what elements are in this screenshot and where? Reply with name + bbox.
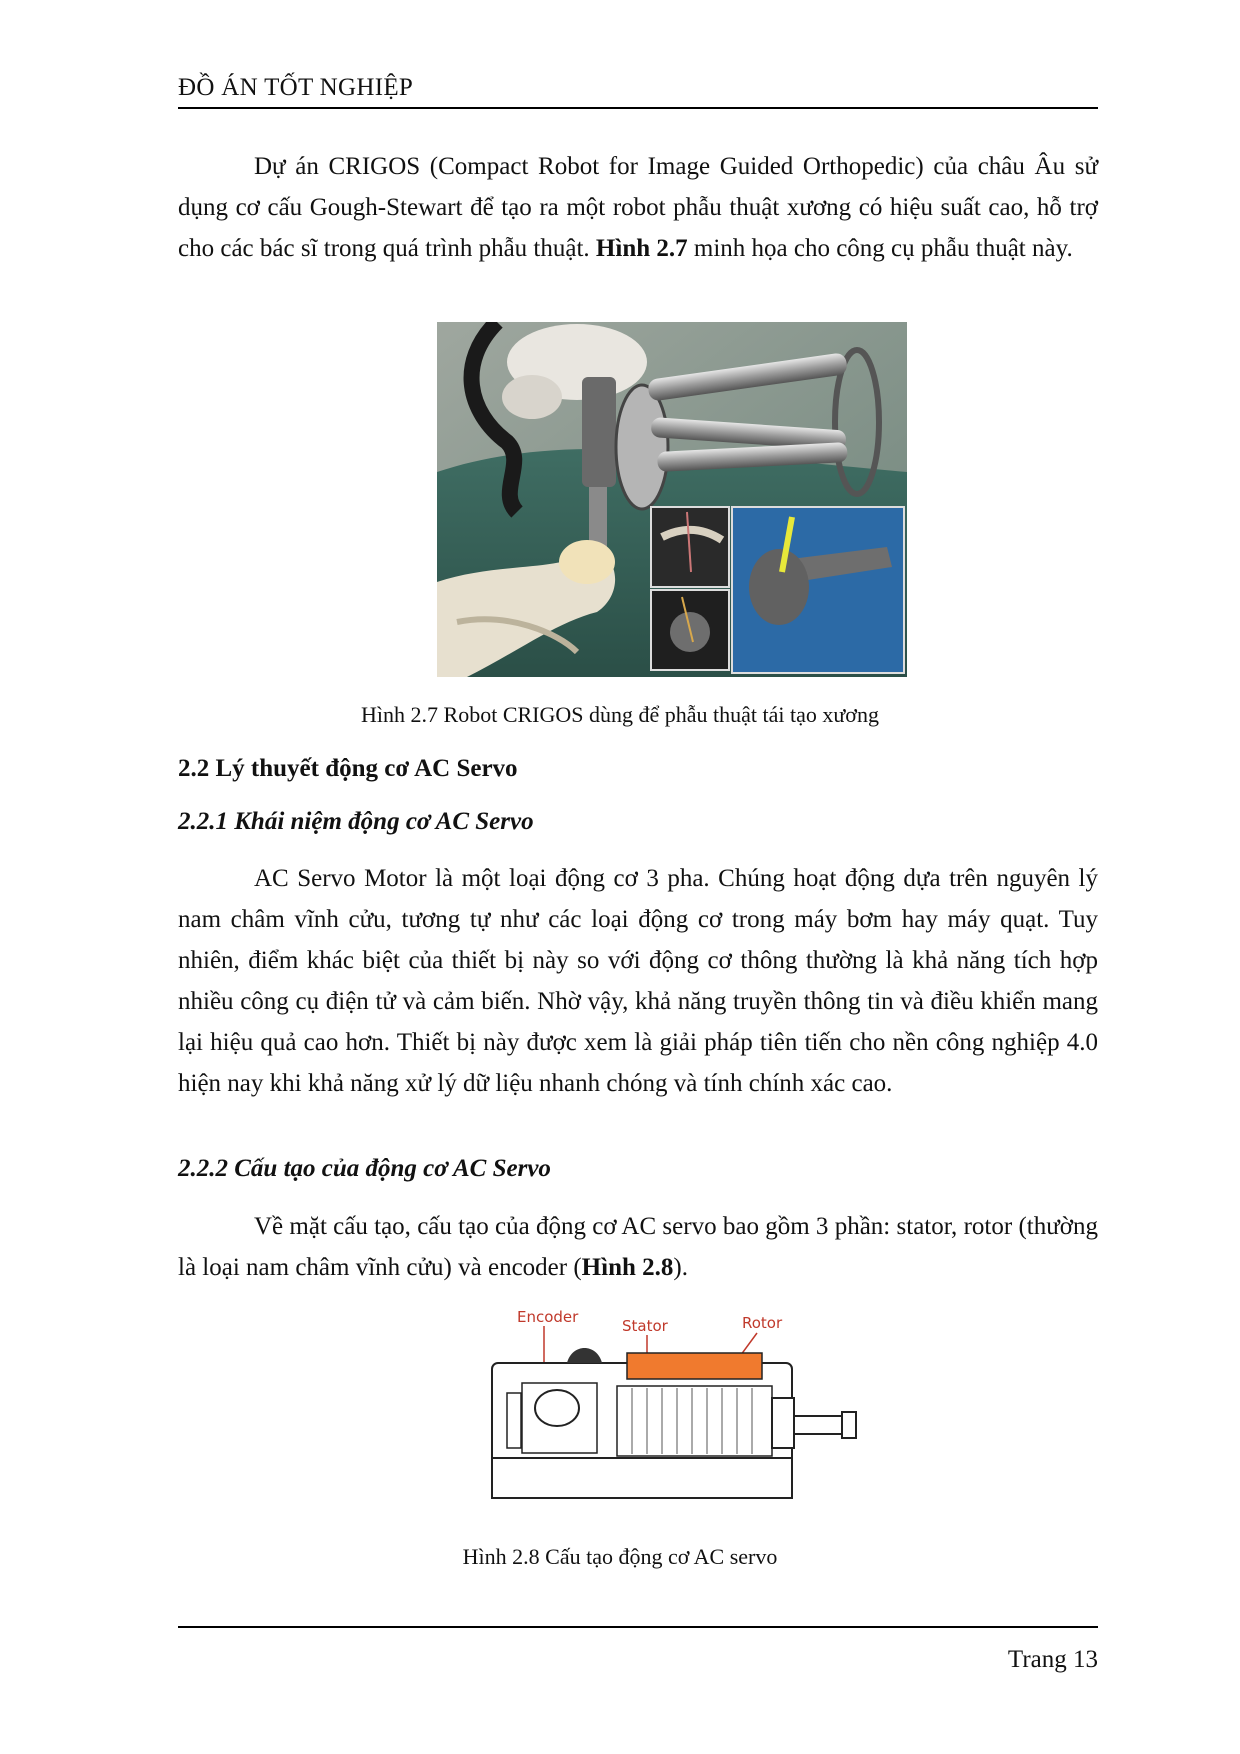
section-2-2-2-text-before: Về mặt cấu tạo, cấu tạo của động cơ AC servo bao gồm 3 phần: stator, rotor (thường là loại nam châm vĩnh cửu) và encoder ( [178, 1213, 1098, 1281]
section-2-2-2-heading: 2.2.2 Cấu tạo của động cơ AC Servo [178, 1155, 551, 1182]
label-encoder: Encoder [517, 1308, 579, 1326]
label-rotor: Rotor [742, 1314, 783, 1332]
section-2-2-2-figure-ref: Hình 2.8 [581, 1254, 674, 1281]
intro-paragraph [178, 146, 1098, 269]
intro-text-before: Dự án CRIGOS (Compact Robot for Image Guided Orthopedic) của châu Âu sử dụng cơ cấu Gough-Stewart để tạo ra một robot phẫu thuật xương có hiệu suất cao, hỗ trợ cho các bác sĩ trong quá trình phẫu thuật. [178, 153, 1098, 262]
page-number: Trang 13 [1007, 1646, 1098, 1673]
label-stator: Stator [622, 1317, 668, 1335]
section-2-2-1-body: AC Servo Motor là một loại động cơ 3 pha. Chúng hoạt động dựa trên nguyên lý nam châm vĩnh cửu, tương tự như các loại động cơ trong máy bơm hay máy quạt. Tuy nhiên, điểm khác biệt của thiết bị này so với động cơ thông thường là khả năng tích hợp nhiều công cụ điện tử và cảm biến. Nhờ vậy, khả năng truyền thông tin và điều khiển mang lại hiệu quả cao hơn. Thiết bị này được xem là giải pháp tiên tiến cho nền công nghiệp 4.0 hiện nay khi khả năng xử lý dữ liệu nhanh chóng và tính chính xác cao. [178, 865, 1098, 1097]
document-header-title: ĐỒ ÁN TỐT NGHIỆP [178, 74, 414, 101]
footer-rule [178, 1626, 1098, 1628]
header-rule [178, 107, 1098, 109]
intro-text-after: minh họa cho công cụ phẫu thuật này. [687, 235, 1073, 262]
section-2-2-1-heading: 2.2.1 Khái niệm động cơ AC Servo [178, 808, 534, 835]
section-2-2-heading: 2.2 Lý thuyết động cơ AC Servo [178, 755, 518, 782]
section-2-2-1-paragraph [178, 858, 1098, 1104]
intro-figure-ref: Hình 2.7 [595, 235, 688, 262]
crigos-robot-photo [437, 322, 907, 677]
figure-2-7-caption: Hình 2.7 Robot CRIGOS dùng để phẫu thuật tái tạo xương [361, 702, 879, 727]
section-2-2-2-paragraph [178, 1206, 1098, 1288]
figure-2-8-caption: Hình 2.8 Cấu tạo động cơ AC servo [462, 1544, 778, 1569]
ac-servo-motor-diagram [487, 1308, 877, 1508]
section-2-2-2-text-after: ). [673, 1254, 688, 1281]
